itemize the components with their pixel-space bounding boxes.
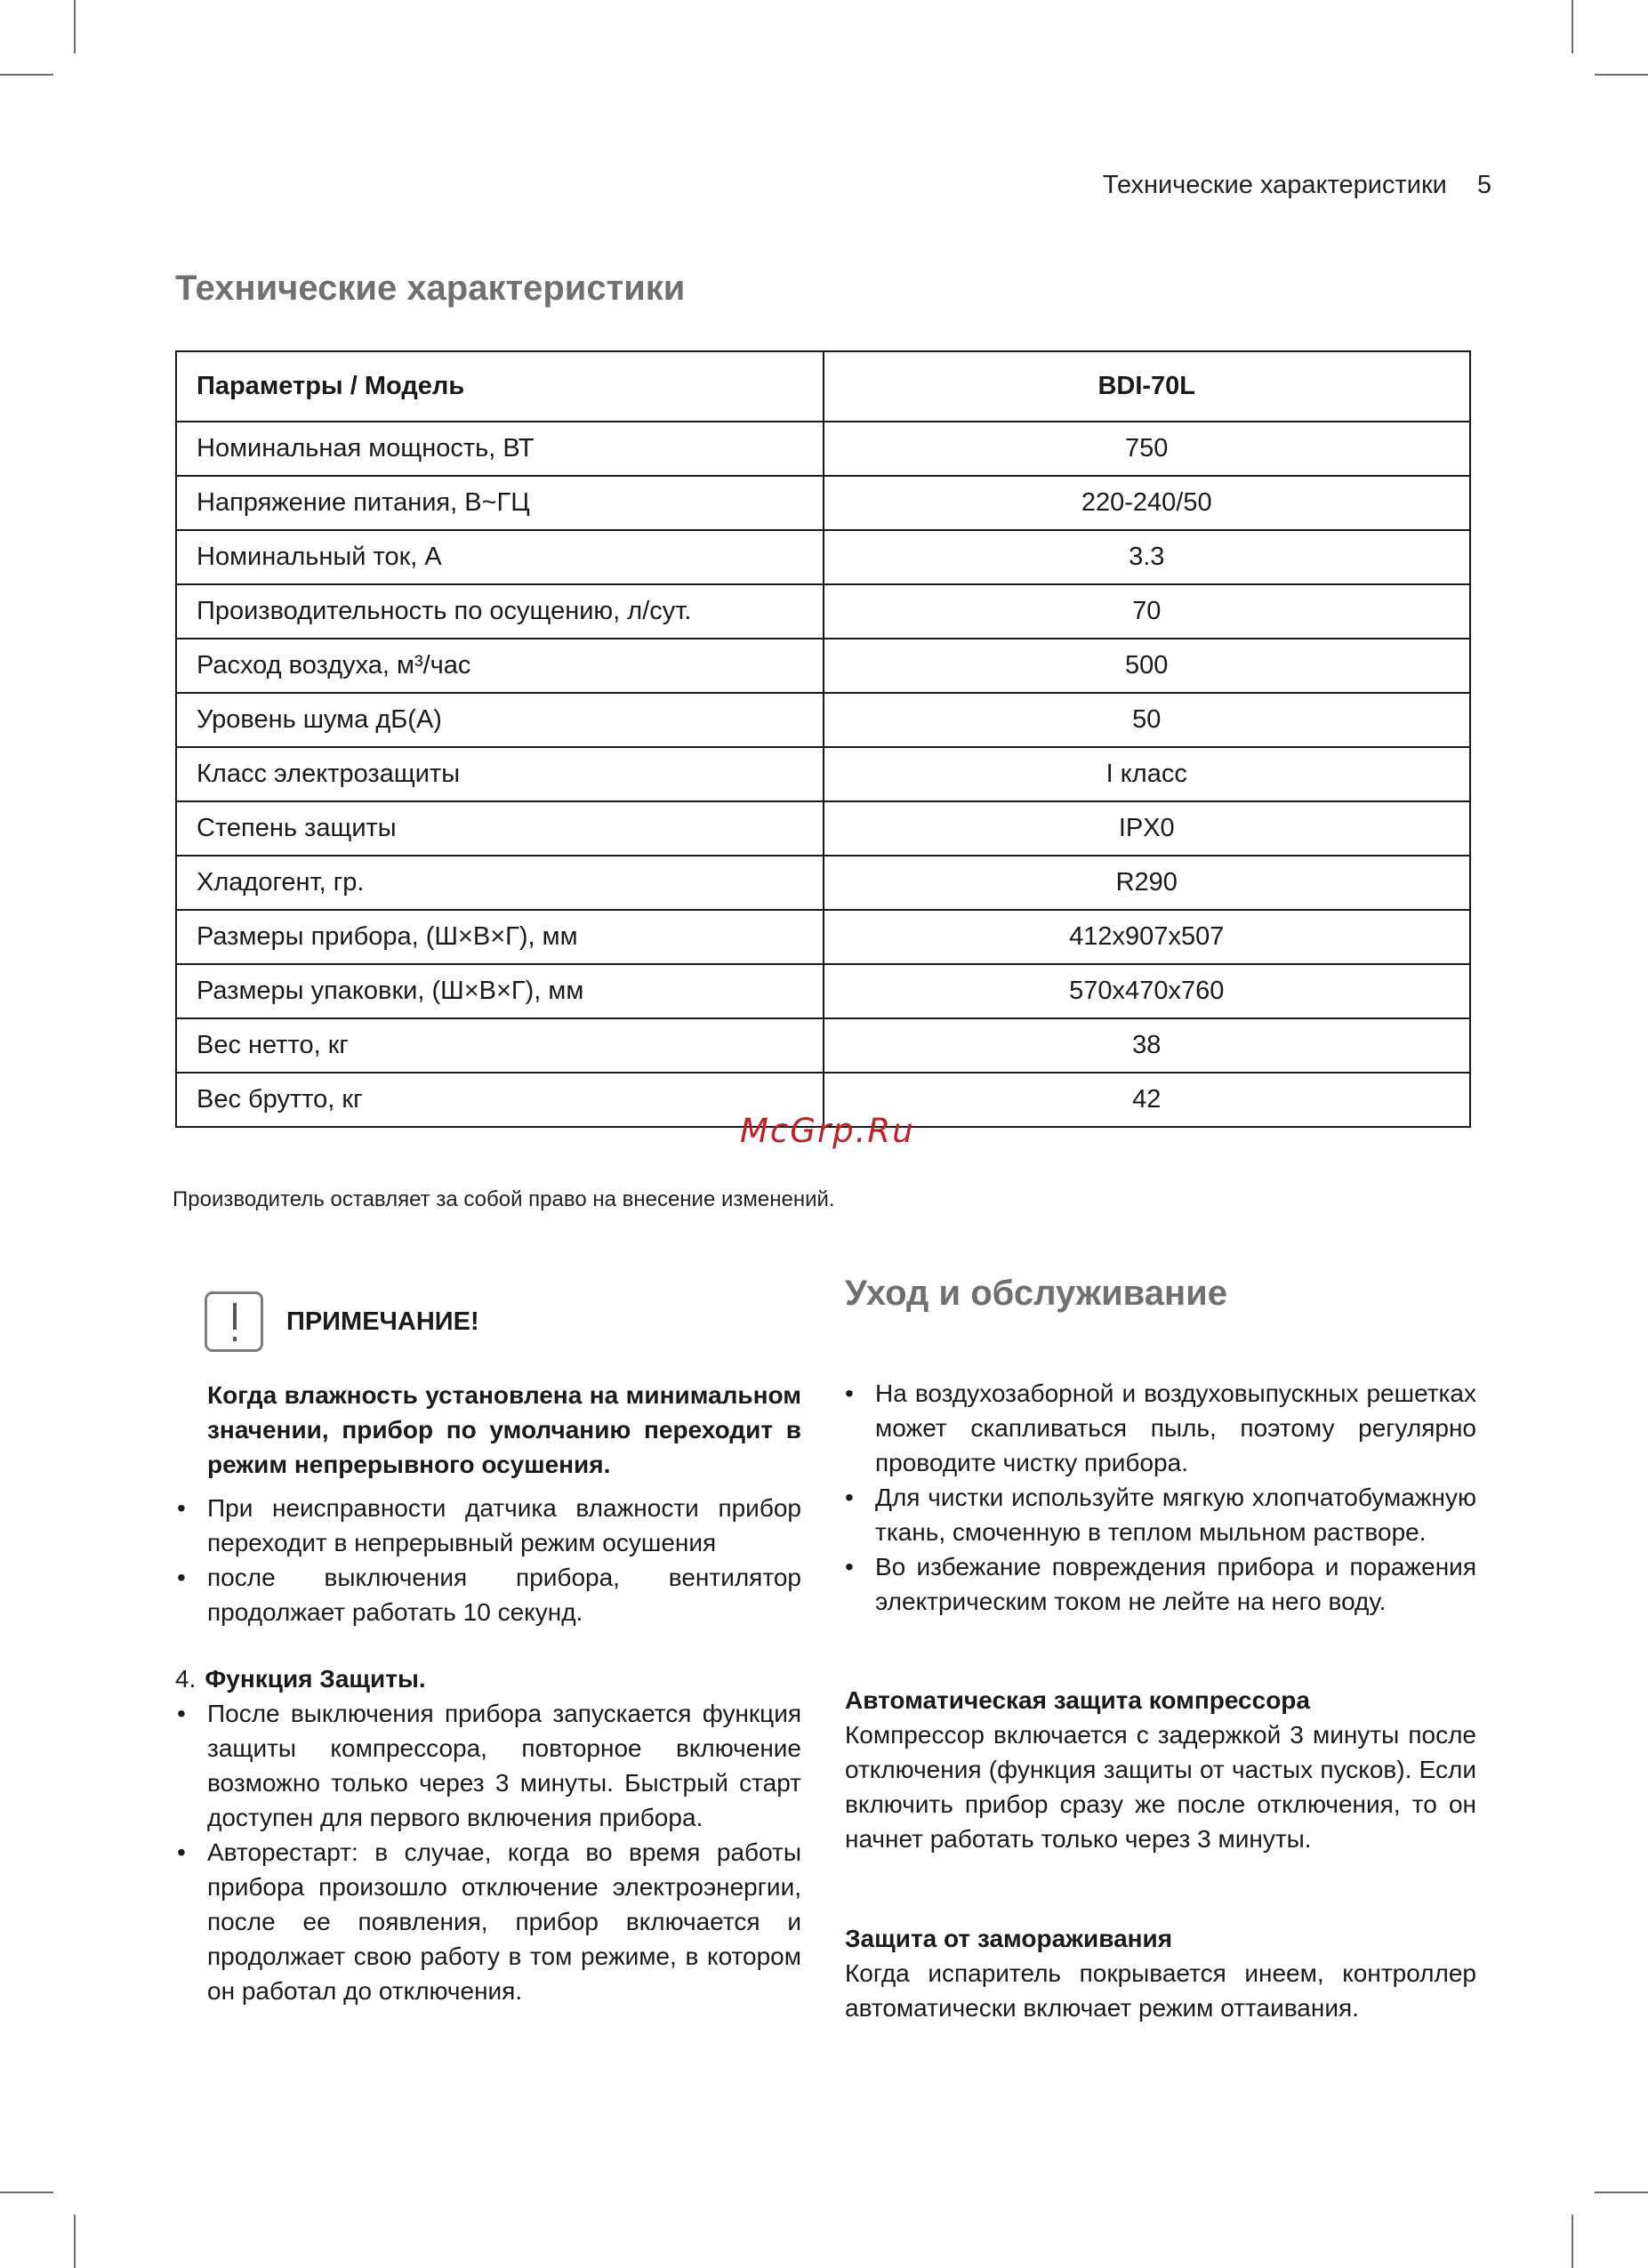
crop-mark [0,74,53,76]
spec-table-header-model: BDI-70L [824,351,1471,422]
protection-title-text: Функция Защиты. [205,1665,426,1693]
value-cell: 412x907x507 [824,910,1471,964]
value-cell: 3.3 [824,530,1471,584]
list-item: • Во избежание повреждения прибора и поражения электрическим током не лейте на него воду. [843,1549,1476,1619]
crop-mark [1595,74,1648,76]
param-cell: Размеры прибора, (Ш×В×Г), мм [176,910,824,964]
value-cell: IPX0 [824,801,1471,856]
spec-table [175,350,1471,1128]
table-row [176,910,1470,964]
value-cell: 570x470x760 [824,964,1471,1018]
note-bullets [175,1491,801,1629]
running-header-title: Технические характеристики [1102,171,1447,199]
spec-table-header-param: Параметры / Модель [176,351,824,422]
freeze-title: Защита от замораживания [845,1925,1173,1952]
compressor-title: Автоматическая защита компрессора [845,1686,1310,1714]
list-item: • При неисправности датчика влажности прибор переходит в непрерывный режим осушения [175,1491,801,1560]
spec-table-header-row [176,351,1470,422]
compressor-protection [845,1683,1476,1856]
param-cell: Вес нетто, кг [176,1018,824,1073]
value-cell: 38 [824,1018,1471,1073]
crop-mark [0,2192,53,2193]
protection-section [175,1661,801,2008]
param-cell: Размеры упаковки, (Ш×В×Г), мм [176,964,824,1018]
value-cell: 750 [824,422,1471,476]
param-cell: Номинальная мощность, ВТ [176,422,824,476]
crop-mark [1572,2215,1573,2268]
param-cell: Номинальный ток, А [176,530,824,584]
value-cell: R290 [824,856,1471,910]
care-section-title: Уход и обслуживание [845,1274,1227,1313]
value-cell: 50 [824,693,1471,747]
value-cell: I класс [824,747,1471,801]
table-row [176,964,1470,1018]
table-row [176,422,1470,476]
running-header [1103,171,1491,200]
crop-mark [1572,0,1573,53]
list-item: • После выключения прибора запускается функция защиты компрессора, повторное включение возможно только через 3 минуты. Быстрый старт доступен для первого включения прибора. [175,1696,801,1835]
protection-title [175,1661,801,1696]
table-row [176,639,1470,693]
value-cell: 42 [824,1073,1471,1127]
compressor-text: Компрессор включается с задержкой 3 минуты после отключения (функция защиты от частых пусков). Если включить прибор сразу же после отключения, то он начнет работать только через 3 минуты. [845,1721,1476,1853]
exclamation-icon [205,1291,263,1352]
param-cell: Вес брутто, кг [176,1073,824,1127]
note-body [207,1378,801,1482]
list-item: • Для чистки используйте мягкую хлопчатобумажную ткань, смоченную в теплом мыльном растворе. [843,1480,1476,1549]
spec-section-title: Технические характеристики [175,269,686,308]
protection-number: 4. [175,1665,197,1693]
param-cell: Производительность по осущению, л/сут. [176,584,824,639]
list-item: • Авторестарт: в случае, когда во время работы прибора произошло отключение электроэнергии, после ее появления, прибор включается и продолжает свою работу в том режиме, в котором он работал до отключения. [175,1835,801,2008]
table-row [176,1018,1470,1073]
list-item: • На воздухозаборной и воздуховыпускных решетках может скапливаться пыль, поэтому регулярно проводите чистку прибора. [843,1376,1476,1480]
crop-mark [74,2215,76,2268]
list-item: • после выключения прибора, вентилятор продолжает работать 10 секунд. [175,1560,801,1629]
crop-mark [1595,2192,1648,2193]
watermark: McGrp.Ru [740,1112,915,1150]
table-row [176,584,1470,639]
param-cell: Расход воздуха, м³/час [176,639,824,693]
table-row [176,801,1470,856]
crop-mark [74,0,76,53]
param-cell: Хладогент, гр. [176,856,824,910]
table-row [176,856,1470,910]
freeze-protection [845,1921,1476,2025]
param-cell: Степень защиты [176,801,824,856]
value-cell: 220-240/50 [824,476,1471,530]
note-label: ПРИМЕЧАНИЕ! [286,1307,479,1336]
table-row [176,476,1470,530]
param-cell: Класс электрозащиты [176,747,824,801]
table-row [176,693,1470,747]
note-bold-text: Когда влажность установлена на минимальном значении, прибор по умолчанию переходит в режим непрерывного осушения. [207,1381,801,1478]
param-cell: Уровень шума дБ(А) [176,693,824,747]
spec-footnote: Производитель оставляет за собой право на внесение изменений. [173,1187,835,1211]
value-cell: 500 [824,639,1471,693]
table-row [176,530,1470,584]
value-cell: 70 [824,584,1471,639]
param-cell: Напряжение питания, В~ГЦ [176,476,824,530]
care-bullets [843,1376,1476,1619]
freeze-text: Когда испаритель покрывается инеем, контроллер автоматически включает режим оттаивания. [845,1959,1476,2022]
page-number: 5 [1476,171,1491,199]
table-row [176,747,1470,801]
